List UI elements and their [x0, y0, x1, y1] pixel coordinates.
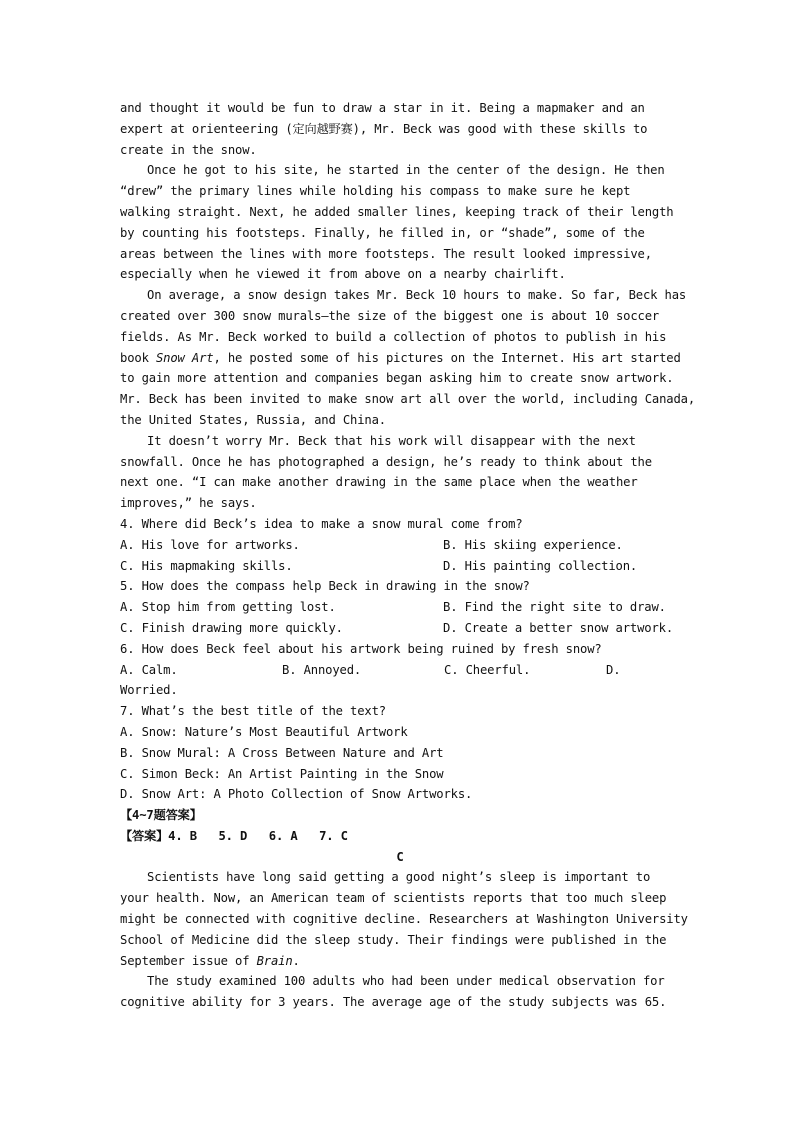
option-a[interactable]: A. Stop him from getting lost. — [120, 600, 336, 615]
text-line: to gain more attention and companies began asking him to create snow artwork. — [120, 371, 674, 386]
question-stem: 4. Where did Beck’s idea to make a snow mural come from? — [120, 516, 523, 531]
option-c[interactable]: C. His mapmaking skills. — [120, 558, 293, 573]
question-5 — [120, 576, 680, 638]
text-line: especially when he viewed it from above on a nearby chairlift. — [120, 267, 566, 282]
text-line: cognitive ability for 3 years. The average age of the study subjects was 65. — [120, 995, 667, 1010]
option-a[interactable]: A. Calm. — [120, 662, 178, 677]
option-d[interactable]: D. His painting collection. — [443, 558, 638, 573]
text-line: Once he got to his site, he started in the center of the design. He then — [147, 163, 665, 178]
option-b[interactable]: B. His skiing experience. — [443, 537, 623, 552]
text-line: The study examined 100 adults who had been under medical observation for — [147, 974, 665, 989]
text-line: areas between the lines with more footsteps. The result looked impressive, — [120, 246, 652, 261]
question-stem: 7. What’s the best title of the text? — [120, 704, 386, 719]
text-line: Mr. Beck has been invited to make snow art all over the world, including Canada, — [120, 392, 695, 407]
text-line: and thought it would be fun to draw a star in it. Being a mapmaker and an — [120, 101, 645, 115]
option-d[interactable]: D. — [606, 662, 621, 677]
text-fragment: , he posted some of his pictures on the Internet. His art started — [213, 350, 681, 365]
document-body — [120, 98, 695, 1013]
text-line: expert at orienteering (定向越野赛), Mr. Beck was good with these skills to — [120, 121, 648, 136]
answer-key: 【答案】4. B 5. D 6. A 7. C — [120, 828, 348, 843]
text-line: walking straight. Next, he added smaller lines, keeping track of their length — [120, 204, 674, 219]
option-row — [120, 535, 680, 556]
text-line: Scientists have long said getting a good night’s sleep is important to — [147, 870, 651, 885]
text-line: next one. “I can make another drawing in the same place when the weather — [120, 475, 638, 490]
paragraph-drawing-method — [120, 160, 680, 285]
option-row — [120, 556, 680, 577]
option-b[interactable]: B. Snow Mural: A Cross Between Nature and Art — [120, 745, 444, 760]
text-line: School of Medicine did the sleep study. Their findings were published in the — [120, 932, 667, 947]
text-fragment: book — [120, 350, 156, 365]
text-line: the United States, Russia, and China. — [120, 412, 386, 427]
passage-heading: C — [396, 849, 404, 864]
text-line: by counting his footsteps. Finally, he filled in, or “shade”, some of the — [120, 225, 645, 240]
text-line: created over 300 snow murals—the size of the biggest one is about 10 soccer — [120, 308, 660, 323]
option-row — [120, 597, 680, 618]
text-line: might be connected with cognitive decline. Researchers at Washington University — [120, 912, 688, 927]
text-line-journal — [120, 951, 680, 972]
question-4 — [120, 514, 680, 576]
option-c[interactable]: C. Cheerful. — [444, 662, 531, 677]
text-line: fields. As Mr. Beck worked to build a collection of photos to publish in his — [120, 329, 667, 344]
journal-title: Brain — [256, 953, 293, 968]
option-c[interactable]: C. Finish drawing more quickly. — [120, 620, 343, 635]
text-line: improves,” he says. — [120, 496, 257, 511]
paragraph-study-subjects — [120, 971, 680, 1013]
paragraph-snowfall — [120, 431, 680, 514]
option-c[interactable]: C. Simon Beck: An Artist Painting in the Snow — [120, 766, 444, 781]
option-d[interactable]: D. Snow Art: A Photo Collection of Snow Artworks. — [120, 787, 473, 802]
text-line: It doesn’t worry Mr. Beck that his work will disappear with the next — [147, 433, 636, 448]
option-row — [120, 660, 680, 681]
option-d[interactable]: D. Create a better snow artwork. — [443, 620, 673, 635]
option-a[interactable]: A. His love for artworks. — [120, 537, 300, 552]
option-a[interactable]: A. Snow: Nature’s Most Beautiful Artwork — [120, 724, 408, 739]
paragraph-star-idea — [120, 98, 680, 160]
answer-header: 【4~7题答案】 — [120, 808, 202, 823]
book-title: Snow Art — [155, 350, 214, 365]
paragraph-sleep-study — [120, 867, 688, 971]
option-b[interactable]: B. Find the right site to draw. — [443, 600, 666, 615]
text-line: your health. Now, an American team of scientists reports that too much sleep — [120, 891, 667, 906]
paragraph-snow-murals — [120, 285, 695, 431]
answer-block — [120, 805, 680, 847]
text-line: create in the snow. — [120, 142, 257, 157]
text-line: “drew” the primary lines while holding his compass to make sure he kept — [120, 184, 631, 199]
question-7 — [120, 701, 680, 805]
text-fragment: . — [292, 953, 300, 968]
text-line: On average, a snow design takes Mr. Beck 10 hours to make. So far, Beck has — [147, 288, 687, 303]
option-b[interactable]: B. Annoyed. — [282, 662, 362, 677]
text-line: snowfall. Once he has photographed a design, he’s ready to think about the — [120, 454, 652, 469]
text-fragment: September issue of — [120, 953, 257, 968]
question-stem: 5. How does the compass help Beck in drawing in the snow? — [120, 579, 530, 594]
option-row — [120, 618, 680, 639]
option-d-text[interactable]: Worried. — [120, 683, 178, 698]
question-stem: 6. How does Beck feel about his artwork being ruined by fresh snow? — [120, 641, 602, 656]
text-line-book — [120, 348, 680, 369]
question-6 — [120, 639, 680, 701]
